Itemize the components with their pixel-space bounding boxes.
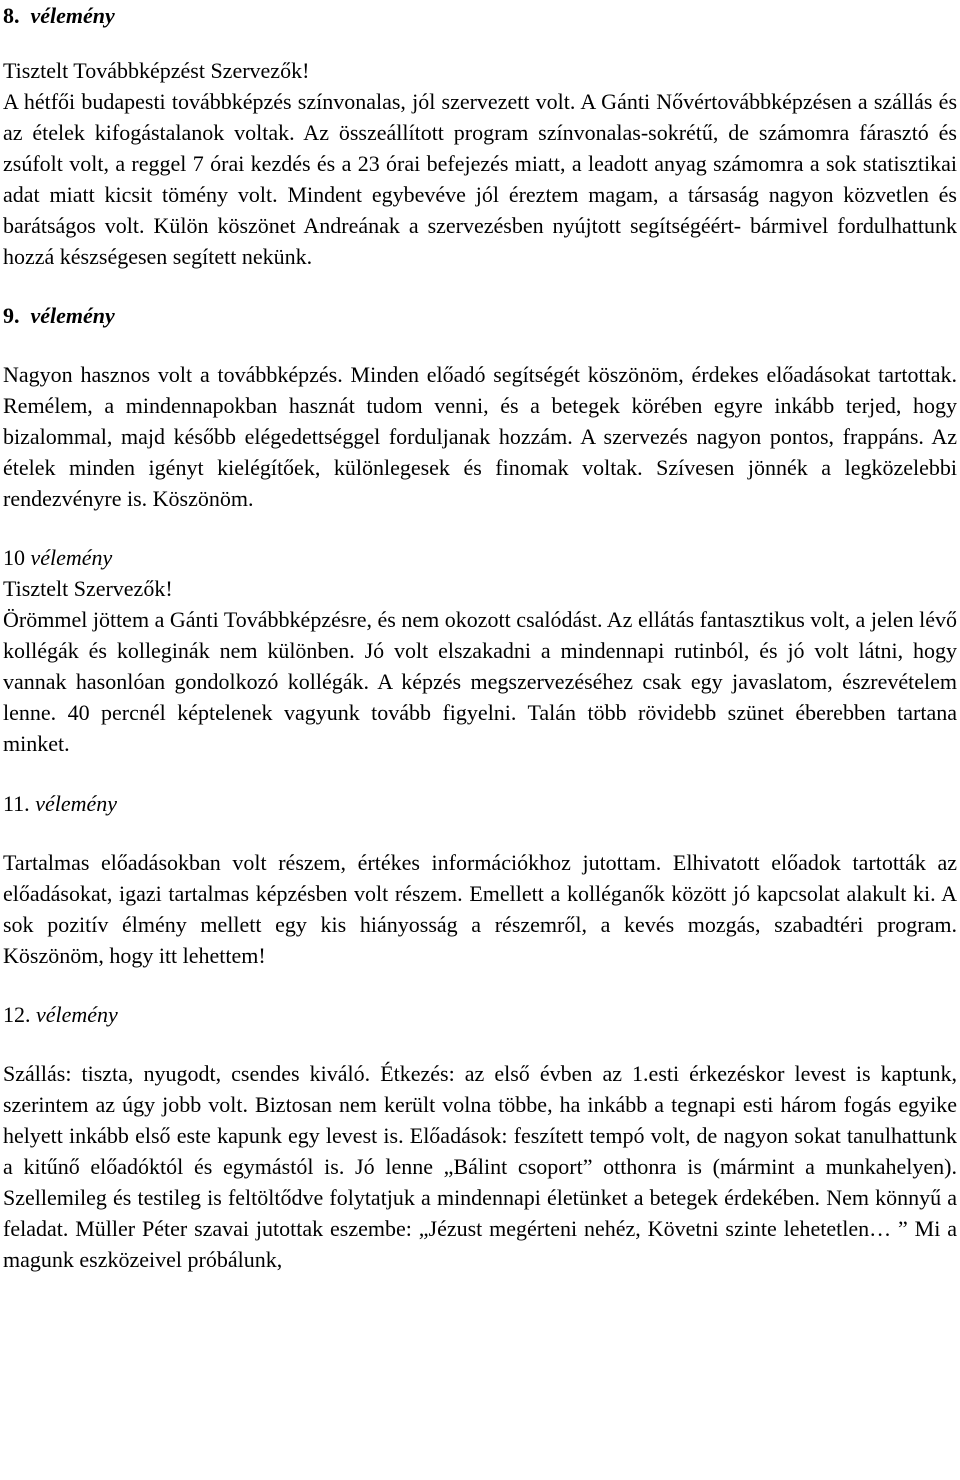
section-title: vélemény [30, 545, 113, 570]
section-title: vélemény [30, 303, 115, 328]
spacer [3, 514, 957, 542]
section-number: 11. [3, 791, 30, 816]
section-title: vélemény [35, 791, 118, 816]
document-page [3, 0, 957, 1275]
section-number: 10 [3, 545, 25, 570]
greeting-paragraph: Tisztelt Továbbképzést Szervezők! [3, 58, 310, 83]
section-heading-8 [3, 0, 957, 31]
section-number: 9. [3, 303, 20, 328]
section-title: vélemény [36, 1002, 118, 1027]
section-title: vélemény [30, 3, 115, 28]
spacer [3, 819, 957, 847]
section-heading-9 [3, 300, 957, 331]
opinion-paragraph: Nagyon hasznos volt a továbbképzés. Minden előadó segítségét köszönöm, érdekes előadásokat tartottak. Remélem, a mindennapokban hasznát tudom venni, és a betegek körében egyre inkább terjed, hogy bizalommal, majd később elégedettséggel forduljanak hozzám. A szervezés nagyon pontos, frappáns. Az ételek minden igényt kielégítőek, különlegesek és finomak voltak. Szívesen jönnék a legközelebbi rendezvényre is. Köszönöm. [3, 362, 957, 511]
spacer [3, 31, 957, 55]
opinion-paragraph: Örömmel jöttem a Gánti Továbbképzésre, és nem okozott csalódást. Az ellátás fantasztikus volt, a jelen lévő kollégák és kolleginák nem különben. Jó volt elszakadni a mindennapi rutinból, és jó volt látni, hogy vannak hasonlóan gondolkozó kollégák. A képzés megszervezéséhez csak egy javaslatom, észrevételem lenne. 40 percnél képtelenek vagyunk tovább figyelni. Talán több rövidebb szünet éberebben tartana minket. [3, 607, 957, 756]
spacer [3, 272, 957, 300]
section-heading-11 [3, 788, 957, 819]
spacer [3, 971, 957, 999]
opinion-paragraph: Tartalmas előadásokban volt részem, értékes információkhoz jutottam. Elhivatott előadok tartották az előadásokat, igazi tartalmas képzésben volt részem. Emellett a kolléganők között jó kapcsolat alakult ki. A sok pozitív élmény mellett egy kis hiányosság a részemről, a kevés mozgás, szabadtéri program. Köszönöm, hogy itt lehettem! [3, 850, 957, 968]
opinion-paragraph: Szállás: tiszta, nyugodt, csendes kiváló. Étkezés: az első évben az 1.esti érkezéskor levest is kaptunk, szerintem az úgy jobb volt. Biztosan nem került volna többe, ha inkább a tegnapi esti három fogás egyike helyett inkább első este kapunk egy levest is. Előadások: feszített tempó volt, de nagyon sokat tanulhattunk a kitűnő előadóktól és egymástól is. Jó lenne „Bálint csoport” otthonra is (mármint a munkahelyen). Szellemileg és testileg is feltöltődve folytatjuk a mindennapi életünket a betegek érdekében. Nem könnyű a feladat. Müller Péter szavai jutottak eszembe: „Jézust megérteni nehéz, Követni szinte lehetetlen… ” Mi a magunk eszközeivel próbálunk, [3, 1061, 957, 1272]
spacer [3, 331, 957, 359]
spacer [3, 759, 957, 788]
greeting-paragraph: Tisztelt Szervezők! [3, 576, 173, 601]
section-number: 8. [3, 3, 20, 28]
section-number: 12. [3, 1002, 31, 1027]
section-heading-12 [3, 999, 957, 1030]
spacer [3, 1030, 957, 1058]
section-heading-10 [3, 542, 957, 573]
opinion-paragraph: A hétfői budapesti továbbképzés színvonalas, jól szervezett volt. A Gánti Nővértovábbképzésen a szállás és az ételek kifogástalanok voltak. Az összeállított program színvonalas-sokrétű, de számomra fárasztó és zsúfolt volt, a reggel 7 órai kezdés és a 23 órai befejezés miatt, a leadott anyag számomra a sok statisztikai adat miatt kicsit tömény volt. Mindent egybevéve jól éreztem magam, a társaság nagyon közvetlen és barátságos volt. Külön köszönet Andreának a szervezésben nyújtott segítségéért- bármivel fordulhattunk hozzá készségesen segített nekünk. [3, 89, 957, 269]
